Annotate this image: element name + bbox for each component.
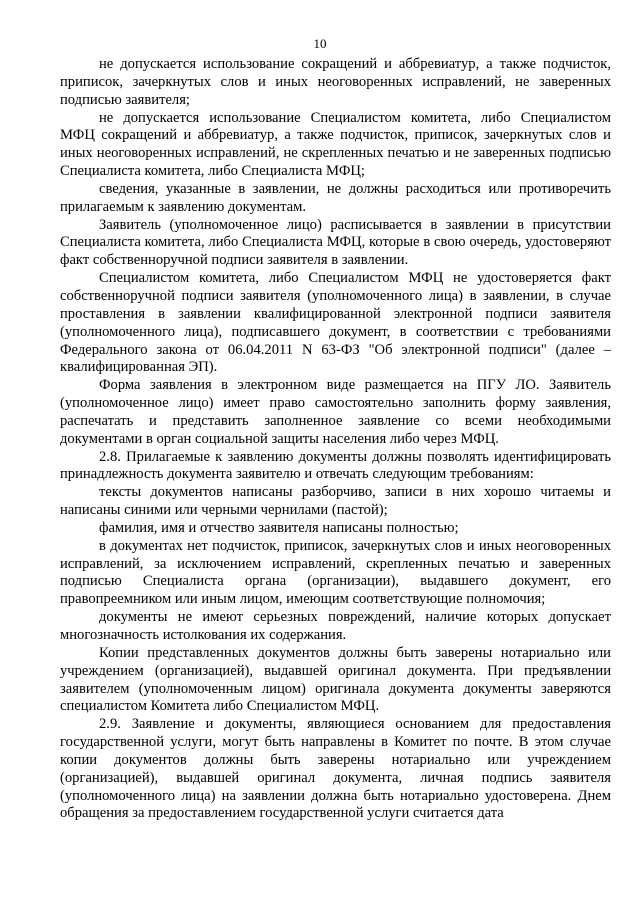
paragraph-full-name: фамилия, имя и отчество заявителя написаны полностью; xyxy=(99,519,459,536)
paragraph-no-damage: документы не имеют серьезных повреждений, наличие которых допускает многозначность истолкования их содержания. xyxy=(60,609,611,643)
document-body xyxy=(60,56,611,823)
paragraph-consistency: сведения, указанные в заявлении, не должны расходиться или противоречить прилагаемым к заявлению документам. xyxy=(60,180,611,215)
paragraph-legible-text: тексты документов написаны разборчиво, записи в них хорошо читаемы и написаны синими или черными чернилами (пастой); xyxy=(60,484,611,519)
paragraph-no-abbreviations-applicant: не допускается использование сокращений и аббревиатур, а также подчисток, приписок, зачеркнутых слов и иных неоговоренных исправлений, не заверенных подписью заявителя; xyxy=(60,56,611,108)
paragraph-no-abbreviations-specialist: не допускается использование Специалистом комитета, либо Специалистом МФЦ сокращений и аббревиатур, а также подчисток, приписок, зачеркнутых слов и иных неоговоренных исправлений, не скрепленных печатью и не заверенных подписью Специалиста комитета, либо Специалиста МФЦ; xyxy=(60,109,611,180)
paragraph-section-2-8: 2.8. Прилагаемые к заявлению документы должны позволять идентифицировать принадлежность документа заявителю и отвечать следующим требованиям: xyxy=(60,448,611,483)
paragraph-applicant-signature: Заявитель (уполномоченное лицо) расписывается в заявлении в присутствии Специалиста комитета, либо Специалиста МФЦ, которые в свою очередь, удостоверяют факт собственноручной подписи заявителя в заявлении. xyxy=(60,216,611,269)
paragraph-electronic-signature: Специалистом комитета, либо Специалистом МФЦ не удостоверяется факт собственноручной подписи заявителя (уполномоченного лица) в заявлении, в случае проставления в заявлении квалифицированной электронной подписи заявителя (уполномоченного лица), подписавшего документ, в соответствии с требованиями Федерального закона от 06.04.2011 N 63-ФЗ "Об электронной подписи" (далее – квалифицированная ЭП). xyxy=(60,270,611,376)
page-number: 10 xyxy=(313,36,327,51)
paragraph-no-corrections: в документах нет подчисток, приписок, зачеркнутых слов и иных неоговоренных исправлений, за исключением исправлений, скрепленных печатью и заверенных подписью Специалиста органа (организации), выдавшего документ, его правопреемником или иным лицом, имеющим соответствующие полномочия; xyxy=(60,537,611,608)
paragraph-section-2-9: 2.9. Заявление и документы, являющиеся основанием для предоставления государственной услуги, могут быть направлены в Комитет по почте. В этом случае копии документов должны быть заверены нотариально или учреждением (организацией), выдавшей оригинал документа, личная подпись заявителя (уполномоченного лица) на заявлении должна быть нотариально удостоверена. Днем обращения за предоставлением государственной услуги считается дата xyxy=(60,716,611,822)
paragraph-electronic-form: Форма заявления в электронном виде размещается на ПГУ ЛО. Заявитель (уполномоченное лицо) имеет право самостоятельно заполнить форму заявления, распечатать и представить заполненное заявление со всеми необходимыми документами в орган социальной защиты населения либо через МФЦ. xyxy=(60,377,611,447)
paragraph-certified-copies: Копии представленных документов должны быть заверены нотариально или учреждением (организацией), выдавшей оригинал документа. При предъявлении заявителем (уполномоченным лицом) оригинала документа документы заверяются специалистом Комитета либо Специалистом МФЦ. xyxy=(60,644,611,715)
